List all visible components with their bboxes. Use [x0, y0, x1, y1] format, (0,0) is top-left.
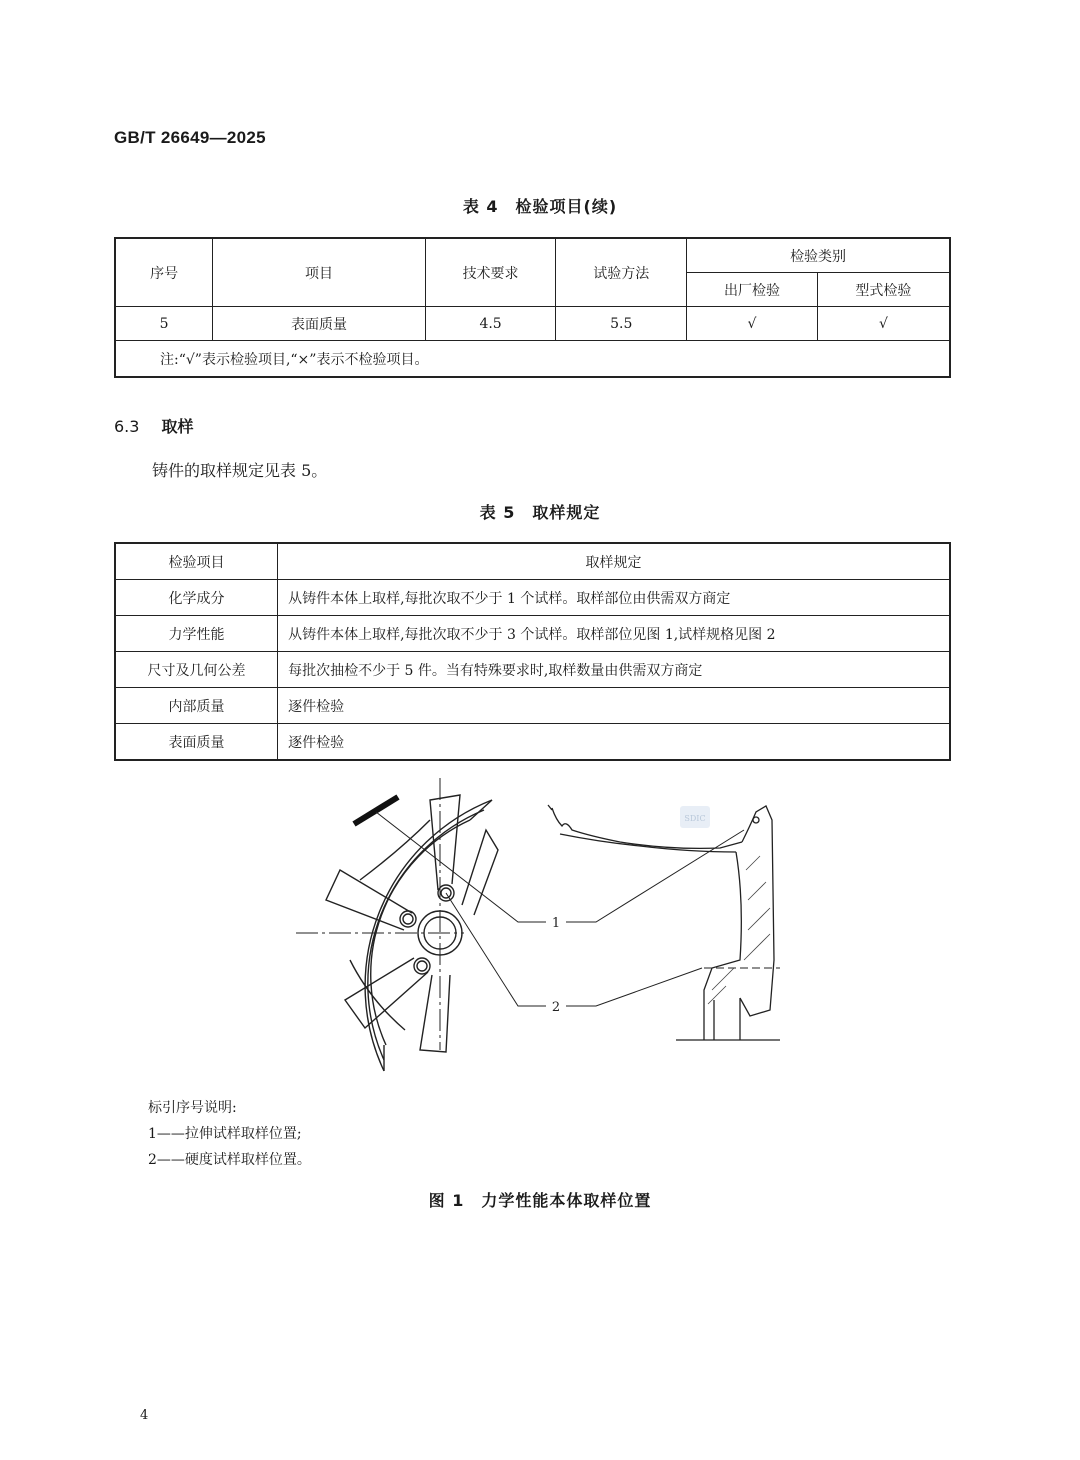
table4-cell-type: √ — [817, 307, 950, 341]
legend-item: 2——硬度试样取样位置。 — [148, 1152, 311, 1168]
table4 — [114, 237, 951, 378]
legend-item: 1——拉伸试样取样位置; — [148, 1126, 302, 1142]
table-row — [115, 688, 950, 724]
table4-caption: 表 4 检验项目(续) — [462, 197, 618, 216]
tensile-sample-marker — [354, 797, 398, 824]
section-title: 取样 — [161, 417, 194, 436]
table4-header-test-method: 试验方法 — [556, 238, 687, 307]
table4-cell-item: 表面质量 — [213, 307, 425, 341]
table-row — [115, 580, 950, 616]
table5-cell-rule: 逐件检验 — [278, 688, 950, 724]
table5-cell-item: 表面质量 — [115, 724, 278, 761]
table5-cell-rule: 逐件检验 — [278, 724, 950, 761]
table5-header-rule: 取样规定 — [278, 543, 950, 580]
callout-1-label: 1 — [551, 916, 561, 931]
table5-cell-item: 尺寸及几何公差 — [115, 652, 278, 688]
callout-2-label: 2 — [551, 1000, 561, 1015]
section-number: 6.3 — [114, 417, 140, 436]
table4-header-category: 检验类别 — [687, 238, 950, 273]
table5-cell-rule: 每批次抽检不少于 5 件。当有特殊要求时,取样数量由供需双方商定 — [278, 652, 950, 688]
figure1-drawing — [0, 770, 1080, 1090]
table5-cell-item: 内部质量 — [115, 688, 278, 724]
table5 — [114, 542, 951, 761]
table4-header-seq: 序号 — [115, 238, 213, 307]
table4-header-factory: 出厂检验 — [687, 273, 818, 307]
table5-cell-item: 化学成分 — [115, 580, 278, 616]
table-row — [115, 307, 950, 341]
standard-code: GB/T 26649—2025 — [114, 128, 266, 147]
table4-cell-tech-req: 4.5 — [425, 307, 556, 341]
table4-cell-factory: √ — [687, 307, 818, 341]
table5-header-item: 检验项目 — [115, 543, 278, 580]
table4-header-item: 项目 — [213, 238, 425, 307]
figure1-caption: 图 1 力学性能本体取样位置 — [428, 1191, 652, 1210]
table4-cell-seq: 5 — [115, 307, 213, 341]
section-paragraph: 铸件的取样规定见表 5。 — [152, 461, 328, 480]
table-row — [115, 652, 950, 688]
table-row — [115, 724, 950, 761]
legend-title: 标引序号说明: — [148, 1100, 237, 1116]
wheel-front-view — [296, 778, 498, 1071]
table4-cell-test-method: 5.5 — [556, 307, 687, 341]
table5-cell-rule: 从铸件本体上取样,每批次取不少于 1 个试样。取样部位由供需双方商定 — [278, 580, 950, 616]
watermark-text: SDIC — [684, 814, 706, 823]
table4-note: 注:“√”表示检验项目,“×”表示不检验项目。 — [115, 341, 950, 378]
table5-cell-rule: 从铸件本体上取样,每批次取不少于 3 个试样。取样部位见图 1,试样规格见图 2 — [278, 616, 950, 652]
table4-header-tech-req: 技术要求 — [425, 238, 556, 307]
section-heading — [114, 414, 193, 437]
table4-header-type: 型式检验 — [817, 273, 950, 307]
table5-caption: 表 5 取样规定 — [479, 503, 601, 522]
table-row — [115, 616, 950, 652]
table5-cell-item: 力学性能 — [115, 616, 278, 652]
page-number: 4 — [140, 1408, 149, 1423]
